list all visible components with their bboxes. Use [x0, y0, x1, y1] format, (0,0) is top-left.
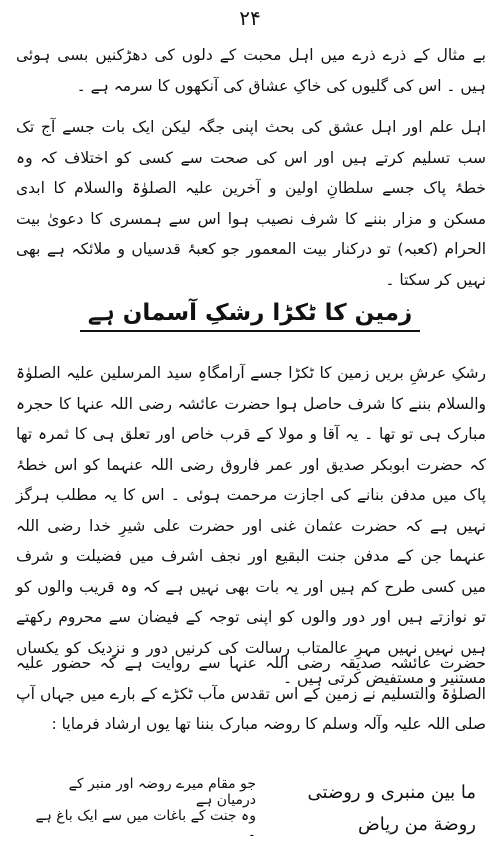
- verse-row: [26, 808, 476, 840]
- section-heading-text: زمین کا ٹکڑا رشکِ آسمان ہے: [80, 300, 420, 332]
- paragraph-4: حضرت عائشہ صدیقہ رضی اللہ عنہا سے روایت ہے کہ حضور علیہ الصلوٰۃ والتسلیم نے زمین کے اس تقدس مآب ٹکڑے کے بارے میں جہاں آپ صلی اللہ علیہ وآلہ وسلم کا روضہ مبارک بننا تھا یوں ارشاد فرمایا :: [16, 654, 486, 733]
- verse-arabic: روضة من ریاض: [357, 813, 476, 835]
- paragraph-3: رشکِ عرشِ بریں زمین کا ٹکڑا جسے آرامگاہِ سید المرسلین علیہ الصلوٰۃ والسلام بننے کا شرف حاصل ہوا حضرت عائشہ رضی اللہ عنہا کا حجرہ مبارک ہی تو تھا ۔ یہ آقا و مولا کے قرب خاص اور تعلق ہی کا ثمرہ تھا کہ حضرت ابوبکر صدیق اور عمر فاروق رضی اللہ عنہما کو اس خطۂ پاک میں مدفن بنانے کی اجازت مرحمت ہوئی ۔ اس کا یہ مطلب ہرگز نہیں ہے کہ حضرت عثمان غنی اور حضرت علی شیرِ خدا رضی اللہ عنہما جن کے مدفن جنت البقیع اور نجف اشرف میں فضیلت و شرف میں کسی طرح کم ہیں اور یہ بات بھی نہیں ہے کہ وہ قریب والوں کو تو نوازتے ہیں اور دور والوں کو اپنی توجہ کے فیضان سے محروم رکھتے ہیں نہیں نہیں مہرِ عالمتاب رسالت کی کرنیں دور و نزدیک کو یکساں مستنیر و مستفیض کرتی ہیں ۔: [16, 364, 486, 687]
- hadith-verses: [26, 776, 476, 840]
- paragraph-2: اہل علم اور اہل عشق کی بحث اپنی جگہ لیکن ایک بات جسے آج تک سب تسلیم کرتے ہیں اور اس کی صحت سے کسی کو اختلاف کہ وہ خطۂ پاک جسے سلطانِ اولین و آخرین علیہ الصلوٰۃ والسلام کا ابدی مسکن و مزار بننے کا شرف نصیب ہوا اس سے ہمسری کا دعویٰ بیت الحرام (کعبہ) تو درکنار بیت المعمور جو کعبۂ قدسیاں و ملائکہ ہے بھی نہیں کر سکتا ۔: [16, 118, 486, 289]
- verse-translation: جو مقام میرے روضہ اور منبر کے درمیان ہے: [68, 776, 256, 808]
- page-number: ۲۴: [239, 6, 261, 30]
- paragraph-1: بے مثال کے ذرے ذرے میں اہل محبت کے دلوں کی دھڑکنیں بسی ہوئی ہیں ۔ اس کی گلیوں کی خاکِ عشاق کی آنکھوں کا سرمہ ہے ۔: [16, 46, 486, 95]
- verse-translation: وہ جنت کے باغات میں سے ایک باغ ہے ۔: [35, 808, 256, 840]
- verse-arabic: ما بین منبری و روضتی: [307, 781, 476, 803]
- verse-row: [26, 776, 476, 808]
- section-heading: [0, 300, 500, 332]
